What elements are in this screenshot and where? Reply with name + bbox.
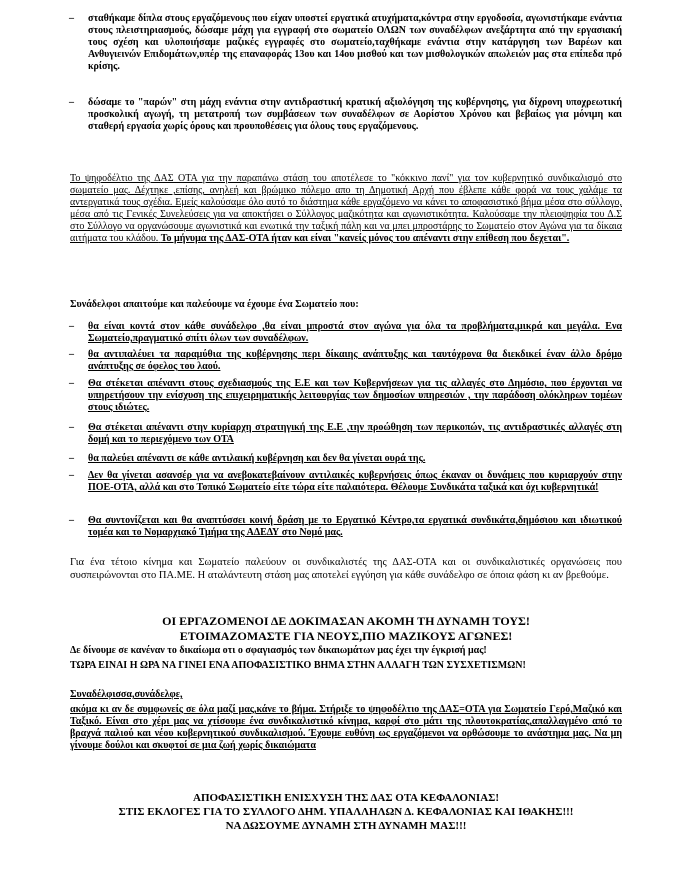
final-slogan-elections: ΣΤΙΣ ΕΚΛΟΓΕΣ ΓΙΑ ΤΟ ΣΥΛΛΟΓΟ ΔΗΜ. ΥΠΑΛΛΗΛΩΝ Δ. ΚΕΦΑΛΟΝΙΑΣ ΚΑΙ ΙΘΑΚΗΣ!!! bbox=[118, 806, 574, 818]
bullet-dash: – bbox=[69, 349, 74, 360]
slogan-now-is-the-time: ΤΩΡΑ ΕΙΝΑΙ Η ΩΡΑ ΝΑ ΓΙΝΕΙ ΕΝΑ ΑΠΟΦΑΣΙΣΤΙΚΟ ΒΗΜΑ ΣΤΗΝ ΑΛΛΑΓΗ ΤΩΝ ΣΥΣΧΕΤΙΣΜΩΝ! bbox=[70, 660, 526, 671]
bullet-dash: – bbox=[69, 422, 74, 433]
demand-item bbox=[69, 515, 622, 539]
demand-item bbox=[69, 453, 622, 465]
top-bullet-text: σταθήκαμε δίπλα στους εργαζόμενους που είχαν υποστεί εργατικά ατυχήματα,κόντρα στην εργοδοσία, αγωνιστήκαμε ενάντια στους πλειστηριασμούς, δώσαμε μάχη για εγγραφή στο σωματείο ΟΛΩΝ των συναδέλφων ανεξάρτητα από την εργασιακή τους σχέση και υλοποιήσαμε μαζικές εγγραφές στο σωματείο,ταχθήκαμε ενάντια στην κατάργηση των Βαρέων και Ανθυγιεινών Επιδομάτων,υπέρ της επαναφοράς 13ου και 14ου μισθού και των μισθολογικών απωλειών μας στα επίπεδα πρό κρίσης. bbox=[88, 13, 622, 72]
intro-text: Το ψηφοδέλτιο της ΔΑΣ ΟΤΑ για την παραπάνω στάση του αποτέλεσε το "κόκκινο πανί" για τον κυβερνητικό συνδικαλισμό στο σωματείο μας. Δέχτηκε ,επίσης, ανηλεή και βρώμικο πόλεμο απο τη Δημοτική Αρχή που έβλεπε κάθε φορά να τους χαλάμε τα αντεργατικά τους σχέδια. Εμείς καλούσαμε όλο αυτό το διάστημα κάθε εργαζόμενο να κάνει το αποφασιστικό βήμα μέσα στο σύλλογο, μέσα από τις Γενικές Συνελεύσεις για να αποκτήσει ο Σύλλογος μαζικότητα και αγωνιστικότητα. Καλούσαμε την πλειοψηφία του Δ.Σ στο Σύλλογο να οργανώσουμε αγωνιστικά και ενωτικά την ταξική πάλη και να μπει μπροστάρης το Σωματείο στον Αγώνα για τα δίκαια αιτήματα του κλάδου. bbox=[70, 173, 622, 244]
bullet-dash: – bbox=[69, 321, 74, 332]
final-slogan-power: ΝΑ ΔΩΣΟΥΜΕ ΔΥΝΑΜΗ ΣΤΗ ΔΥΝΑΜΗ ΜΑΣ!!! bbox=[225, 820, 467, 832]
demand-item bbox=[69, 378, 622, 414]
demand-text: θα αντιπαλέυει τα παραμύθια της κυβέρνησης περι δίκαιης ανάπτυξης και ταυτόχρονα θα διεκδικεί έναν άλλο δρόμο ανάπτυξης σε όφελος του λαού. bbox=[88, 349, 622, 372]
slogan-preparing: ΕΤΟΙΜΑΖΟΜΑΣΤΕ ΓΙΑ ΝΕΟΥΣ,ΠΙΟ ΜΑΖΙΚΟΥΣ ΑΓΩΝΕΣ! bbox=[179, 629, 513, 643]
bullet-dash: – bbox=[69, 453, 74, 464]
bullet-dash: – bbox=[69, 470, 74, 481]
demand-item bbox=[69, 349, 622, 373]
demand-text: θα είναι κοντά στον κάθε συνάδελφο ,θα είναι μπροστά στον αγώνα για όλα τα προβλήματα,μικρά και μεγάλα. Ενα Σωματείο,πραγματικό σπίτι όλων των συναδέλφων. bbox=[88, 321, 622, 344]
demand-item bbox=[69, 321, 622, 345]
bullet-dash: – bbox=[69, 13, 74, 24]
demands-heading: Συνάδελφοι απαιτούμε και παλεύουμε να έχουμε ένα Σωματείο που: bbox=[70, 299, 359, 310]
demand-text: Θα στέκεται απέναντι στους σχεδιασμούς της Ε.Ε και των Κυβερνήσεων για τις αλλαγές στο Δημόσιο, που έρχονται να υπηρετήσουν την ενίσχυση της επιχειρηματικής λειτουργίας των δημοσίων υπηρεσιών , την παράδοση ολόκληρων τομέων στους ιδιώτες. bbox=[88, 378, 622, 413]
slogan-strength: ΟΙ ΕΡΓΑΖΟΜΕΝΟΙ ΔΕ ΔΟΚΙΜΑΣΑΝ ΑΚΟΜΗ ΤΗ ΔΥΝΑΜΗ ΤΟΥΣ! bbox=[162, 614, 530, 628]
final-slogan-support: ΑΠΟΦΑΣΙΣΤΙΚΗ ΕΝΙΣΧΥΣΗ ΤΗΣ ΔΑΣ ΟΤΑ ΚΕΦΑΛΟΝΙΑΣ! bbox=[193, 792, 499, 804]
closing-paragraph: ακόμα κι αν δε συμφωνείς σε όλα μαζί μας,κάνε το βήμα. Στήριξε το ψηφοδέλτιο της ΔΑΣ=ΟΤΑ για Σωματείο Γερό,Μαζικό και Ταξικό. Είναι στο χέρι μας να χτίσουμε ένα συνδικαλιστικό κίνημα, καρφί στο μάτι της πλουτοκρατίας,απαλλαγμένο από το βραχνά παλιού και νέου κυβερνητικού συνδικαλισμού. Έχουμε ευθύνη ως εργαζόμενοι να ορθώσουμε το ανάστημα μας. Να μη γίνουμε δούλοι και σκυφτοί σε μια ζωή χωρίς δικαιώματα bbox=[70, 704, 622, 751]
top-bullet-item bbox=[69, 13, 622, 73]
demand-text: Δεν θα γίνεται ασανσέρ για να ανεβοκατεβαίνουν αντιλαικές κυβερνήσεις όπως έκαναν οι δυνάμεις που κυριαρχούν στην ΠΟΕ-ΟΤΑ, αλλά και στο Τοπικό Σωματείο είτε τώρα είτε παλαιότερα. Θέλουμε Συνδικάτα ταξικά και όχι κυβερνητικά! bbox=[88, 470, 622, 493]
salutation: Συναδέλφισσα,συνάδελφε, bbox=[70, 689, 183, 700]
demand-item bbox=[69, 422, 622, 446]
intro-paragraph bbox=[70, 173, 622, 245]
bullet-dash: – bbox=[69, 378, 74, 389]
demand-text: θα παλεύει απέναντι σε κάθε αντιλαική κυβέρνηση και δεν θα γίνεται ουρά της. bbox=[88, 453, 426, 464]
demand-text: Θα συντονίζεται και θα αναπτύσσει κοινή δράση με το Εργατικό Κέντρο,τα εργατικά συνδικάτα,δημόσιου και ιδιωτικού τομέα και το Νομαρχιακό Τμήμα της ΑΔΕΔΥ στο Νομό μας. bbox=[88, 515, 622, 538]
bullet-dash: – bbox=[69, 515, 74, 526]
top-bullet-text: δώσαμε το "παρών" στη μάχη ενάντια στην αντιδραστική κρατική αξιολόγηση της κυβέρνησης, για δίχρονη υποχρεωτική προσκολική αγωγή, τη μετατροπή των συμβάσεων των συναδέλφων σε Αορίστου Χρόνου και βεβαίως για μόνιμη και σταθερή εργασία χωρίς όρους και προυποθέσεις για όλους τους εργαζόμενους. bbox=[88, 97, 622, 132]
bullet-dash: – bbox=[69, 97, 74, 108]
slogan-no-consent: Δε δίνουμε σε κανέναν το δικαίωμα οτι ο σφαγιασμός των δικαιωμάτων μας έχει την έγκρισή μας! bbox=[70, 645, 487, 656]
movement-paragraph: Για ένα τέτοιο κίνημα και Σωματείο παλεύουν οι συνδικαλιστές της ΔΑΣ-ΟΤΑ και οι συνδικαλιστικές οργανώσεις που συσπειρώνονται στο ΠΑ.ΜΕ. Η αταλάντευτη στάση μας αποτελεί εγγύηση για κάθε συνάδελφο σε όποια φάση κι αν βρεθούμε. bbox=[70, 557, 622, 581]
top-bullet-item bbox=[69, 97, 622, 133]
demand-text: Θα στέκεται απέναντι στην κυρίαρχη στρατηγική της Ε.Ε ,την προώθηση των περικοπών, τις αντιδραστικές αλλαγές στη δομή και το περιεχόμενο των ΟΤΑ bbox=[88, 422, 622, 445]
demand-item bbox=[69, 470, 622, 494]
intro-bold-message: Το μήνυμα της ΔΑΣ-ΟΤΑ ήταν και είναι "κανείς μόνος του απέναντι στην επίθεση που δεχεται". bbox=[160, 233, 570, 244]
